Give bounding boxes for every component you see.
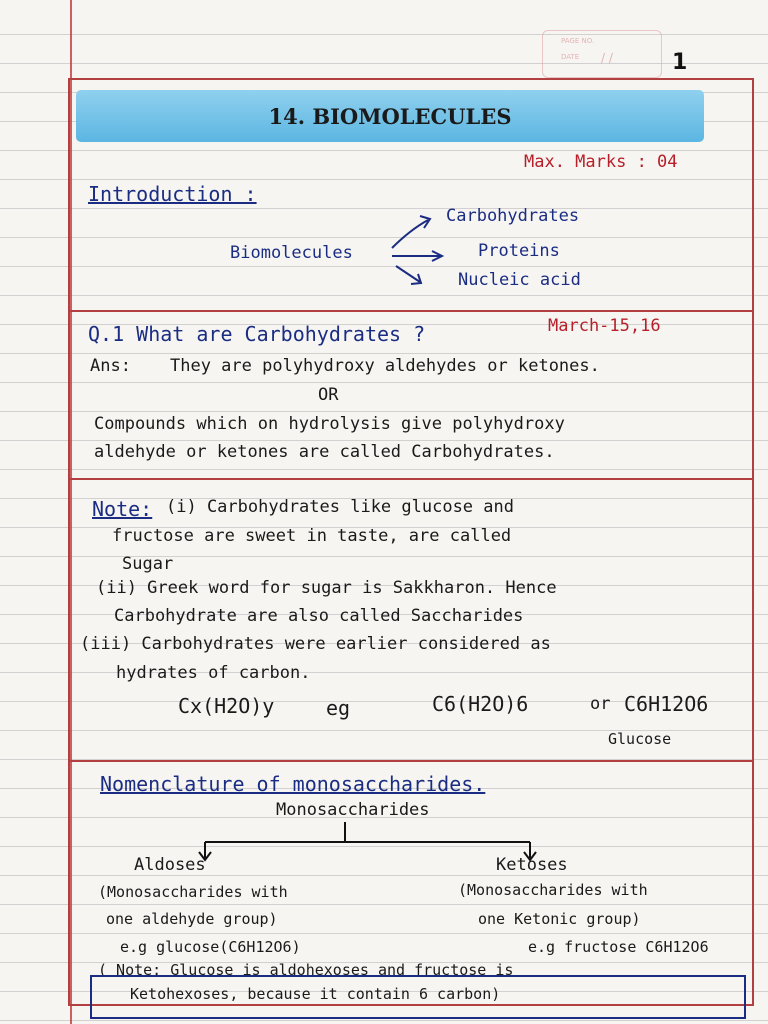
note-label: Note:	[92, 497, 153, 521]
note-i-line2: fructose are sweet in taste, are called	[112, 526, 512, 546]
note-i-line1: (i) Carbohydrates like glucose and	[166, 497, 514, 517]
intro-root: Biomolecules	[230, 243, 353, 263]
ketoses-example: e.g fructose C6H12O6	[528, 938, 709, 956]
q1-question: Q.1 What are Carbohydrates ?	[88, 322, 426, 346]
intro-branch-nucleic-acid: Nucleic acid	[458, 270, 581, 290]
nomenclature-heading: Nomenclature of monosaccharides.	[100, 772, 486, 796]
q1-ans-line2: Compounds which on hydrolysis give polyhydroxy	[94, 414, 565, 434]
formula-glucose-hydrate: C6(H2O)6	[432, 692, 529, 716]
formula-glucose-molecular: C6H12O6	[624, 692, 709, 716]
q1-exam-reference: March-15,16	[548, 316, 661, 336]
stamp-page-label: PAGE NO.	[561, 37, 595, 45]
note-ii-line2: Carbohydrate are also called Saccharides	[114, 606, 524, 626]
stamp-date-label: DATE	[561, 53, 580, 61]
intro-branch-carbohydrates: Carbohydrates	[446, 206, 580, 226]
note-iii-line1: (iii) Carbohydrates were earlier considered as	[80, 634, 551, 654]
max-marks: Max. Marks : 04	[524, 152, 678, 172]
glucose-label: Glucose	[608, 730, 672, 748]
ketoses-line1: (Monosaccharides with	[458, 881, 648, 899]
note-i-line3: Sugar	[122, 554, 174, 574]
nomenclature-note-line1: ( Note: Glucose is aldohexoses and fructose is	[98, 961, 514, 979]
formula-general: Cx(H2O)y	[178, 694, 275, 718]
formula-or: or	[590, 694, 611, 714]
q1-ans-label: Ans:	[90, 356, 131, 376]
stamp-date-value: / /	[601, 51, 613, 65]
q1-ans-line1: They are polyhydroxy aldehydes or ketones.	[170, 356, 600, 376]
note-ii-line1: (ii) Greek word for sugar is Sakkharon. Hence	[96, 578, 557, 598]
ketoses-title: Ketoses	[496, 855, 568, 875]
note-iii-line2: hydrates of carbon.	[116, 663, 311, 683]
aldoses-line2: one aldehyde group)	[106, 910, 278, 928]
aldoses-title: Aldoses	[134, 855, 206, 875]
ketoses-line2: one Ketonic group)	[478, 910, 641, 928]
q1-ans-line3: aldehyde or ketones are called Carbohydrates.	[94, 442, 555, 462]
q1-or: OR	[318, 385, 339, 405]
formula-eg: eg	[326, 696, 351, 720]
monosaccharides-root: Monosaccharides	[276, 800, 430, 820]
chapter-title: 14. BIOMOLECULES	[268, 103, 512, 129]
intro-heading: Introduction :	[88, 182, 257, 206]
aldoses-example: e.g glucose(C6H12O6)	[120, 938, 301, 956]
intro-branch-proteins: Proteins	[478, 241, 560, 261]
aldoses-line1: (Monosaccharides with	[98, 883, 288, 901]
nomenclature-note-line2: Ketohexoses, because it contain 6 carbon)	[130, 985, 501, 1003]
page-number: 1	[672, 50, 688, 75]
